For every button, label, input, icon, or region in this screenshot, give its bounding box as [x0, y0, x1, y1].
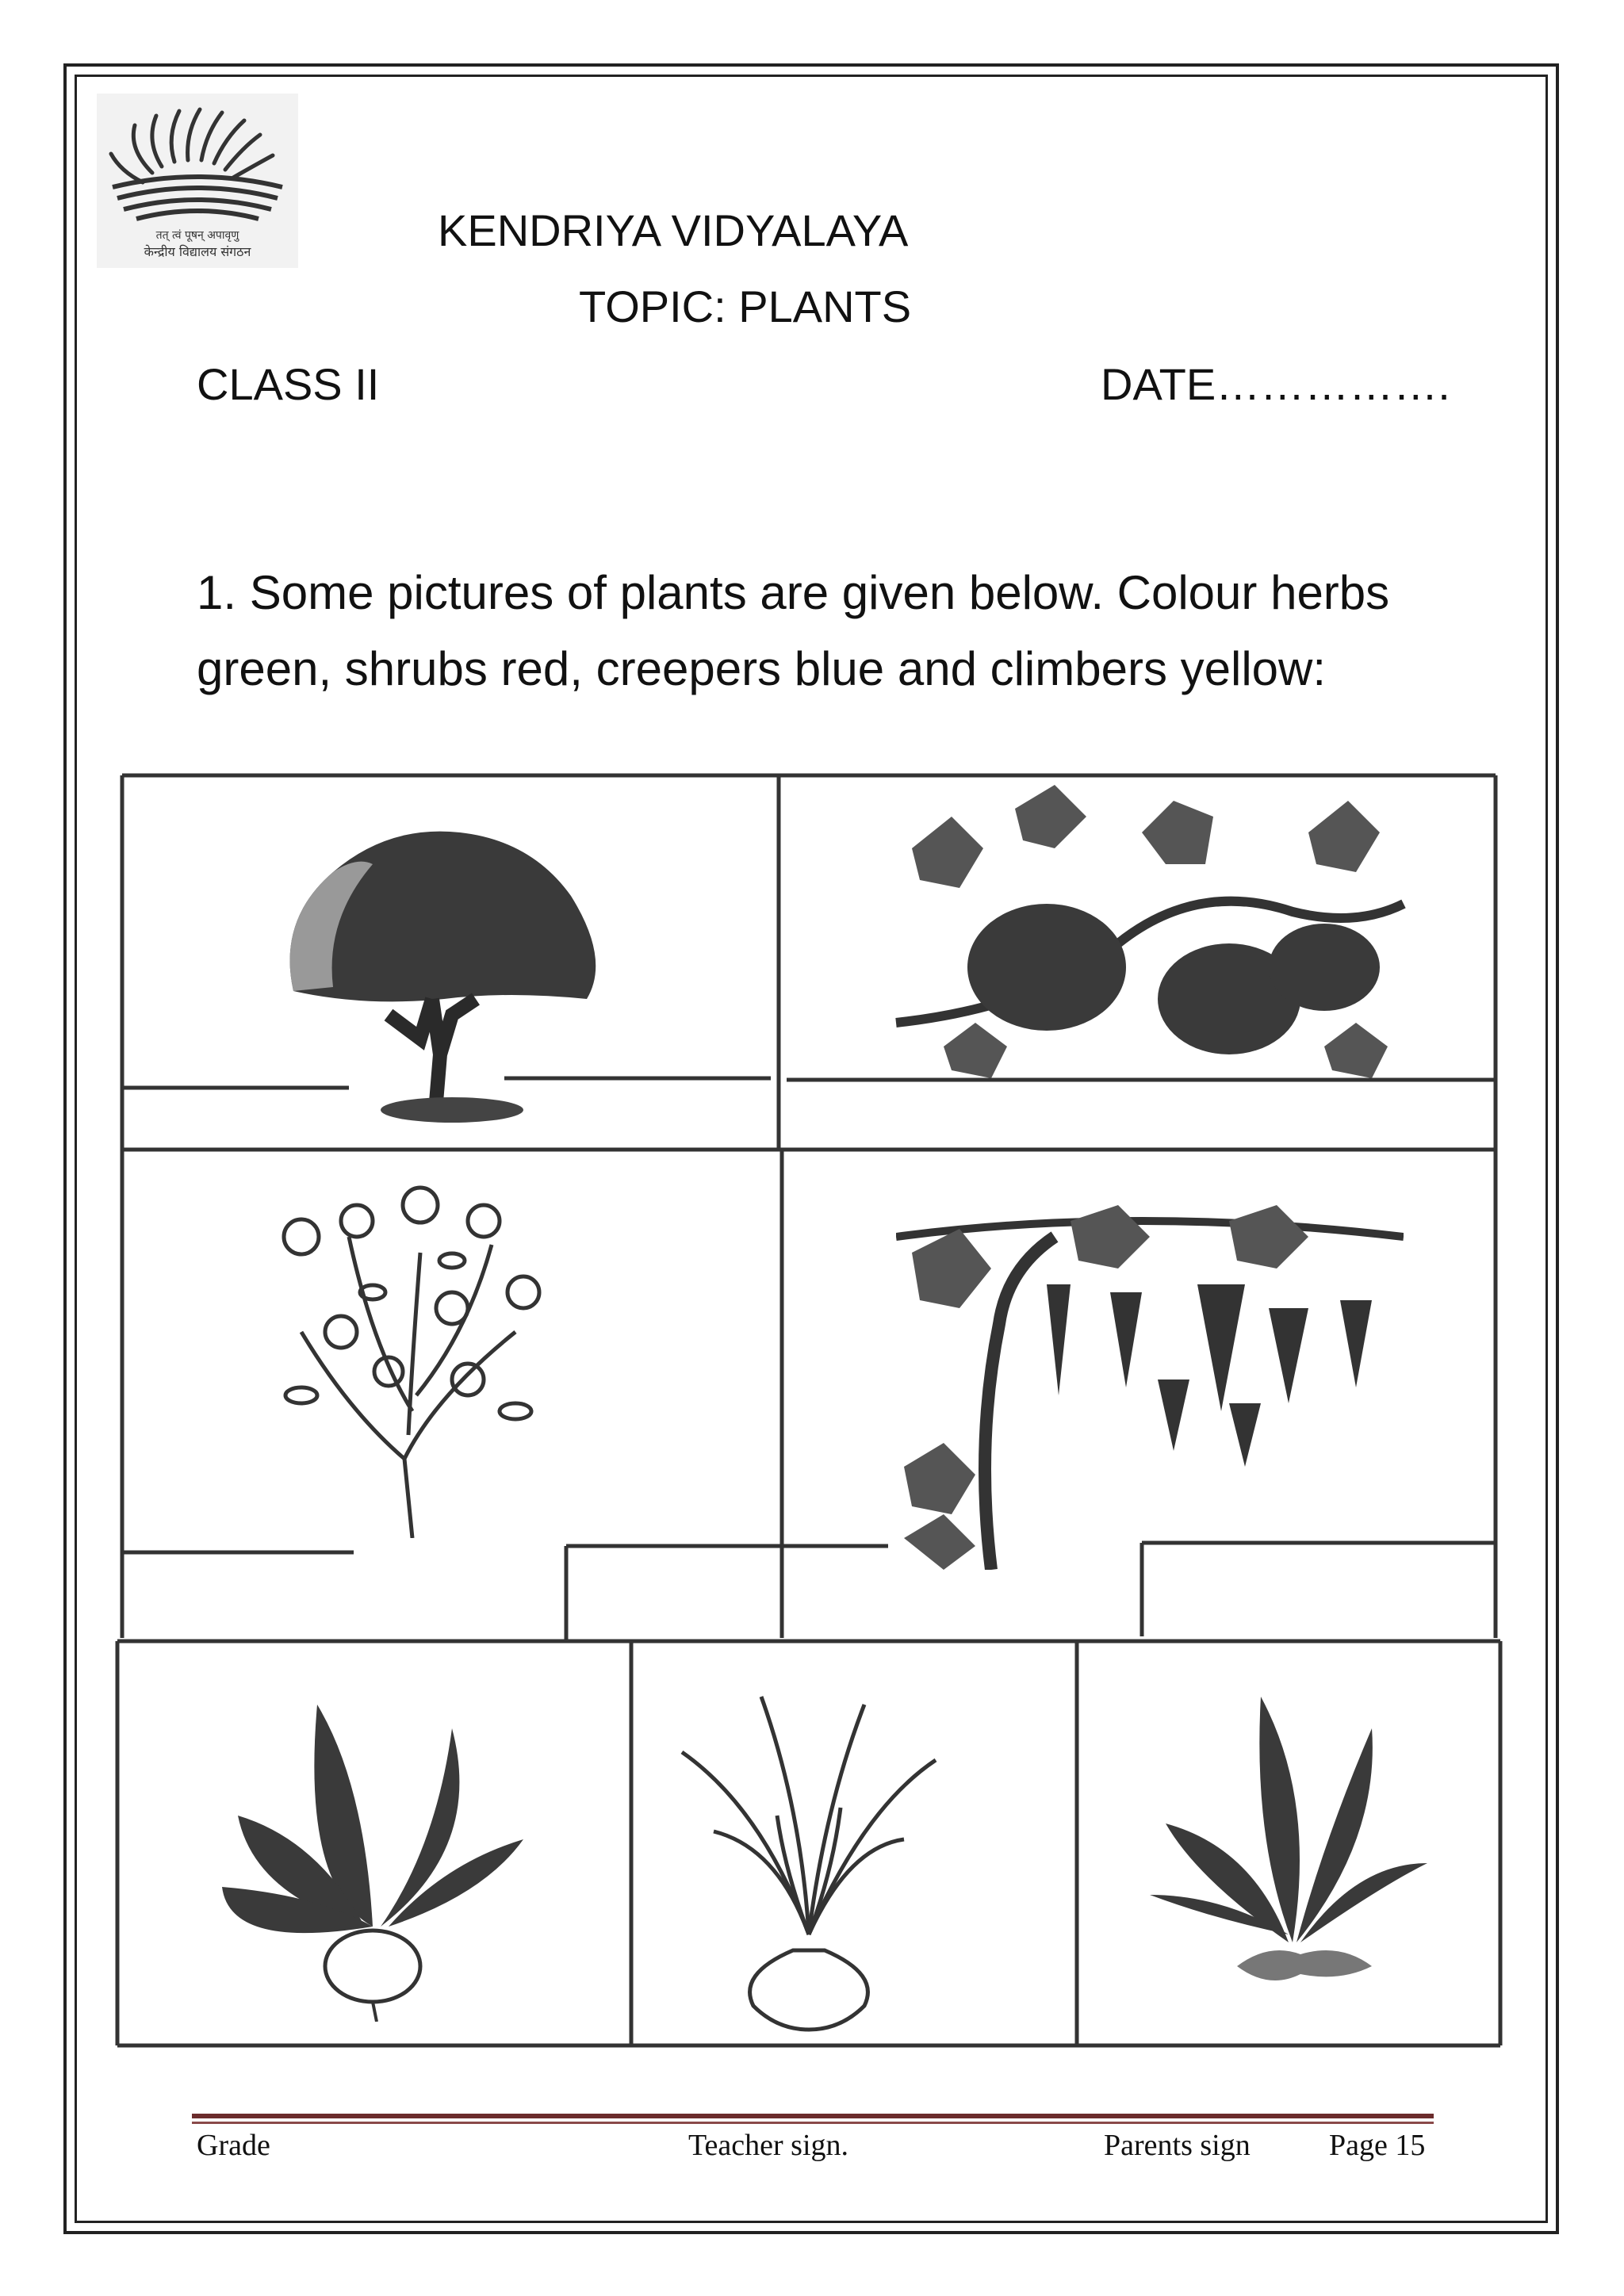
- footer-parents-sign-label: Parents sign: [1104, 2129, 1251, 2162]
- onion-icon: [682, 1697, 936, 2030]
- footer-rule-thin: [192, 2122, 1434, 2124]
- footer-teacher-sign-label: Teacher sign.: [688, 2129, 849, 2162]
- footer-grade-label: Grade: [197, 2129, 270, 2162]
- grapevine-climber-picture: [896, 1205, 1404, 1570]
- date-field[interactable]: DATE…………….: [1101, 359, 1450, 409]
- ginger-icon: [1150, 1697, 1427, 1980]
- logo-motto: तत् त्वं पूषन् अपावृणु: [155, 229, 239, 242]
- logo-org-name: केन्द्रीय विद्यालय संगठन: [144, 244, 251, 259]
- question-text: 1. Some pictures of plants are given below. Colour herbs green, shrubs red, creepers blue and climbers yellow:: [197, 566, 1390, 695]
- pumpkin-creeper-picture: [880, 785, 1419, 1086]
- pumpkin-icon: [896, 785, 1404, 1078]
- ginger-herb-picture: [1142, 1681, 1443, 2014]
- radish-herb-picture: [222, 1689, 539, 2022]
- rose-bush-icon: [284, 1188, 539, 1538]
- topic-title: TOPIC: PLANTS: [579, 281, 912, 331]
- radish-icon: [222, 1705, 523, 2022]
- school-name: KENDRIYA VIDYALAYA: [438, 205, 909, 255]
- class-label: CLASS II: [197, 359, 380, 409]
- footer-rule: [192, 2114, 1434, 2118]
- onion-herb-picture: [666, 1689, 952, 2038]
- tree-icon: [290, 832, 596, 1123]
- tree-picture: [270, 801, 634, 1126]
- grapes-icon: [896, 1205, 1404, 1570]
- page-number: Page 15: [1329, 2129, 1426, 2162]
- rose-shrub-picture: [254, 1173, 587, 1538]
